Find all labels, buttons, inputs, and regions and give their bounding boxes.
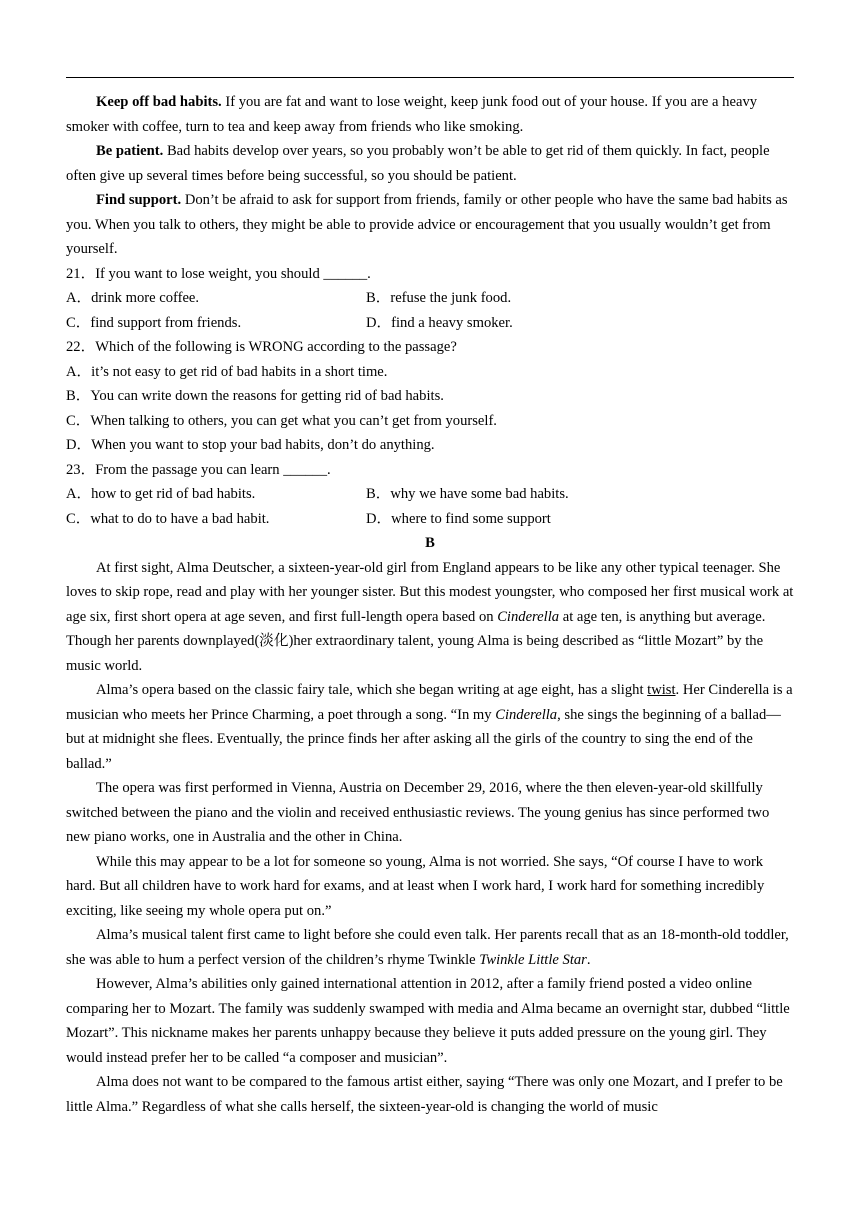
option-c: C．When talking to others, you can get what you can’t get from yourself. — [66, 412, 497, 429]
passage-paragraph — [66, 678, 794, 776]
question-21-stem: 21．If you want to lose weight, you should ______. — [66, 265, 371, 282]
question-23-options-row — [66, 482, 794, 507]
passage-paragraph: While this may appear to be a lot for someone so young, Alma is not worried. She says, “Of course I have to work hard. But all children have to work hard for exams, and at least when I work hard, I work hard for something incredibly exciting, like seeing my whole opera put on.” — [66, 853, 765, 919]
tip-text: Bad habits develop over years, so you probably won’t be able to get rid of them quickly. In fact, people often give up several times before being successful, so you should be patient. — [66, 143, 770, 184]
option-d: D．find a heavy smoker. — [366, 314, 513, 331]
tip-paragraph — [66, 90, 794, 139]
italic-title: Twinkle Little Star — [479, 951, 587, 968]
option-c: C．what to do to have a bad habit. — [66, 510, 270, 527]
text-run: At first sight, Alma Deutscher, a sixteen-year-old girl from England appears to be like any other typical teenager. She loves to skip rope, read and play with her younger sister. But this modest youngster, who composed her first musical work at age six, first short opera at age seven, and first full-length opera based on — [66, 559, 794, 625]
tip-heading: Find support. — [96, 192, 182, 208]
tip-heading: Be patient. — [96, 143, 164, 159]
passage-paragraph: The opera was first performed in Vienna, Austria on December 29, 2016, where the then eleven-year-old skillfully switched between the piano and the violin and received enthusiastic reviews. The young genius has since performed two new piano works, one in Australia and the other in China. — [66, 780, 770, 845]
option-a: A．it’s not easy to get rid of bad habits in a short time. — [66, 363, 388, 380]
question-21-options-row — [66, 311, 794, 336]
tip-paragraph — [66, 188, 794, 262]
option-c: C．find support from friends. — [66, 314, 242, 331]
option-a: A．drink more coffee. — [66, 290, 200, 306]
underlined-word: twist — [647, 682, 676, 698]
option-b: B．refuse the junk food. — [366, 290, 512, 306]
text-run: Alma’s opera based on the classic fairy tale, which she began writing at age eight, has a slight — [96, 682, 648, 698]
text-run: at age ten, is anything but average. Though her parents downplayed(淡化)her extraordinary talent, young Alma is being described as “little Mozart” by the music world. — [66, 608, 766, 674]
option-a: A．how to get rid of bad habits. — [66, 486, 256, 502]
question-21-options-row — [66, 286, 794, 311]
tip-heading: Keep off bad habits. — [96, 94, 222, 110]
option-d: D．When you want to stop your bad habits, don’t do anything. — [66, 437, 435, 453]
section-label: B — [425, 535, 435, 551]
question-23-options-row — [66, 507, 794, 532]
italic-title: Cinderella — [495, 706, 558, 723]
option-b: B．You can write down the reasons for getting rid of bad habits. — [66, 388, 444, 404]
passage-paragraph: However, Alma’s abilities only gained international attention in 2012, after a family friend posted a video online comparing her to Mozart. The family was suddenly swamped with media and Alma became an overnight star, dubbed “little Mozart”. This nickname makes her parents unhappy because they believe it puts added pressure on the young girl. They would instead prefer her to be called “a composer and musician”. — [66, 976, 790, 1066]
tip-paragraph — [66, 139, 794, 188]
question-22-stem: 22．Which of the following is WRONG according to the passage? — [66, 339, 457, 355]
passage-paragraph: Alma does not want to be compared to the famous artist either, saying “There was only one Mozart, and I prefer to be little Alma.” Regardless of what she calls herself, the sixteen-year-old is changing the world of music — [66, 1074, 783, 1115]
tip-text: Don’t be afraid to ask for support from friends, family or other people who have the same bad habits as you. When you talk to others, they might be able to provide advice or encouragement that you usually wouldn’t get from yourself. — [66, 192, 788, 257]
document-body — [66, 90, 794, 1119]
passage-paragraph — [66, 923, 794, 972]
passage-paragraph — [66, 556, 794, 679]
text-run: Alma’s musical talent first came to light before she could even talk. Her parents recall that as an 18-month-old toddler, she was able to hum a perfect version of the children’s rhyme Twinkle — [66, 927, 789, 968]
option-d: D．where to find some support — [366, 510, 551, 527]
italic-title: Cinderella — [497, 608, 560, 625]
question-23-stem: 23．From the passage you can learn ______. — [66, 461, 331, 478]
text-run: . Her Cinderella is a musician who meets her Prince Charming, a poet through a song. “In my — [66, 682, 793, 723]
text-run: , she sings the beginning of a ballad—but at midnight she flees. Eventually, the prince finds her after asking all the girls of the country to sing the end of the ballad.” — [66, 706, 781, 772]
option-b: B．why we have some bad habits. — [366, 486, 569, 502]
tip-text: If you are fat and want to lose weight, keep junk food out of your house. If you are a heavy smoker with coffee, turn to tea and keep away from friends who like smoking. — [66, 94, 758, 135]
text-run: . — [586, 951, 591, 968]
header-rule — [66, 77, 794, 78]
